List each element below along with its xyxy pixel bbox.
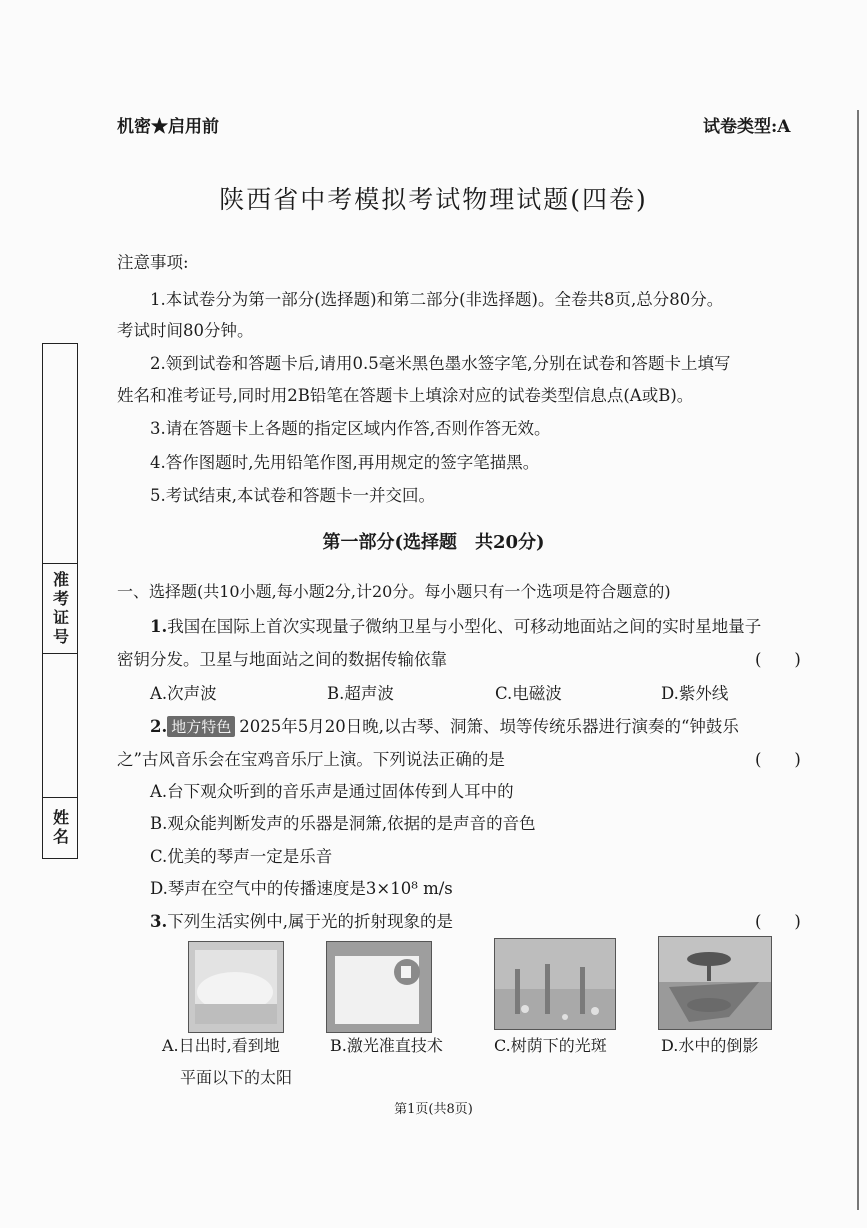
notice-item-1-cont: 考试时间80分钟。	[117, 321, 254, 340]
question-2-option-c[interactable]: C.优美的琴声一定是乐音	[150, 847, 333, 866]
question-1-option-b[interactable]: B.超声波	[327, 684, 394, 703]
laser-alignment-image[interactable]	[326, 941, 432, 1033]
notice-item-1: 1.本试卷分为第一部分(选择题)和第二部分(非选择题)。全卷共8页,总分80分。	[150, 290, 724, 309]
question-1-answer-paren[interactable]: ( )	[755, 650, 801, 669]
notice-item-3: 3.请在答题卡上各题的指定区域内作答,否则作答无效。	[150, 419, 551, 438]
question-2-text: 2025年5月20日晚,以古琴、洞箫、埙等传统乐器进行演奏的“钟鼓乐	[239, 717, 739, 736]
notice-item-2-cont: 姓名和准考证号,同时用2B铅笔在答题卡上填涂对应的试卷类型信息点(A或B)。	[117, 386, 694, 405]
question-1-text: 我国在国际上首次实现量子微纳卫星与小型化、可移动地面站之间的实时星地量子	[167, 617, 762, 636]
question-2-number: 2.	[150, 717, 168, 736]
question-3-text: 下列生活实例中,属于光的折射现象的是	[167, 912, 453, 931]
tree-shade-image[interactable]	[494, 938, 616, 1030]
sunrise-image[interactable]	[188, 941, 284, 1033]
section-instruction: 一、选择题(共10小题,每小题2分,计20分。每小题只有一个选项是符合题意的)	[117, 582, 671, 601]
confidential-label: 机密★启用前	[117, 117, 219, 137]
exam-id-box[interactable]	[42, 343, 78, 655]
notice-item-5: 5.考试结束,本试卷和答题卡一并交回。	[150, 486, 435, 505]
question-1-option-a[interactable]: A.次声波	[150, 684, 217, 703]
paper-type-label: 试卷类型:A	[703, 117, 791, 137]
question-3-option-a[interactable]: A.日出时,看到地	[162, 1036, 280, 1055]
exam-id-label: 准考证号	[50, 571, 70, 647]
question-2-option-d[interactable]: D.琴声在空气中的传播速度是3×10⁸ m/s	[150, 879, 453, 898]
question-2-option-a[interactable]: A.台下观众听到的音乐声是通过固体传到人耳中的	[150, 782, 514, 801]
name-label: 姓名	[50, 809, 70, 847]
question-1-line2: 密钥分发。卫星与地面站之间的数据传输依靠	[117, 650, 447, 669]
question-2-line2: 之”古风音乐会在宝鸡音乐厅上演。下列说法正确的是	[117, 750, 505, 769]
question-2-option-b[interactable]: B.观众能判断发声的乐器是洞箫,依据的是声音的音色	[150, 814, 536, 833]
question-3-option-b[interactable]: B.激光准直技术	[330, 1036, 443, 1055]
page-title: 陕西省中考模拟考试物理试题(四卷)	[219, 185, 648, 214]
notice-item-2: 2.领到试卷和答题卡后,请用0.5毫米黑色墨水签字笔,分别在试卷和答题卡上填写	[150, 354, 731, 373]
question-3-line1	[150, 908, 453, 932]
page-edge-line	[857, 110, 859, 1210]
section-title: 第一部分(选择题 共20分)	[322, 532, 545, 553]
notice-heading: 注意事项:	[117, 253, 189, 272]
question-3-option-c[interactable]: C.树荫下的光斑	[494, 1036, 607, 1055]
local-feature-tag: 地方特色	[167, 716, 235, 737]
question-1-option-c[interactable]: C.电磁波	[495, 684, 562, 703]
question-1-option-d[interactable]: D.紫外线	[661, 684, 729, 703]
question-3-option-a-cont: 平面以下的太阳	[180, 1068, 293, 1087]
question-3-answer-paren[interactable]: ( )	[755, 912, 801, 931]
water-reflection-image[interactable]	[658, 936, 772, 1030]
page-number: 第1页(共8页)	[394, 1102, 473, 1117]
question-2-answer-paren[interactable]: ( )	[755, 750, 801, 769]
question-3-number: 3.	[150, 912, 168, 931]
question-1-line1	[150, 613, 761, 637]
question-3-option-d[interactable]: D.水中的倒影	[661, 1036, 759, 1055]
question-1-number: 1.	[150, 617, 168, 636]
question-2-line1	[150, 713, 739, 737]
notice-item-4: 4.答作图题时,先用铅笔作图,再用规定的签字笔描黑。	[150, 453, 540, 472]
name-box[interactable]	[42, 653, 78, 859]
